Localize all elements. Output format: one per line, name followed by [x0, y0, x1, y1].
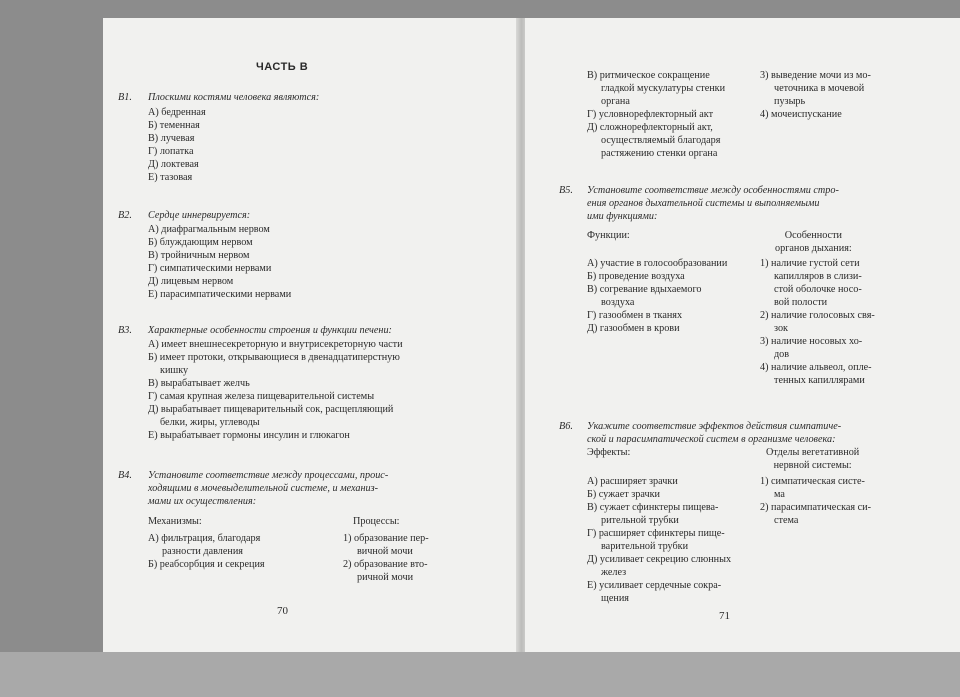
answer-item: 4) наличие альвеол, опле- [760, 362, 872, 373]
answer-item: 2) наличие голосовых свя- [760, 310, 875, 321]
question-number: В5. [559, 185, 573, 196]
answer-item: стой оболочке носо- [774, 284, 862, 295]
scan-background [0, 652, 960, 697]
question-text-line: ения органов дыхательной системы и выполняемыми [587, 198, 820, 209]
answer-item: Г) расширяет сфинктеры пище- [587, 528, 725, 539]
answer-item: рительной трубки [601, 515, 679, 526]
answer-item: В) лучевая [148, 133, 195, 144]
answer-item: 2) образование вто- [343, 559, 428, 570]
question-number: В1. [118, 92, 132, 103]
question-text-line: ской и парасимпатической систем в организме человека: [587, 434, 836, 445]
answer-item: Г) самая крупная железа пищеварительной системы [148, 391, 375, 402]
answer-item: воздуха [601, 297, 635, 308]
question-text-line: Укажите соответствие эффектов действия симпатиче- [587, 421, 842, 432]
answer-item: осуществляемый благодаря [601, 135, 721, 146]
answer-item: 1) симпатическая систе- [760, 476, 865, 487]
answer-item: тенных капиллярами [774, 375, 865, 386]
answer-item: ричной мочи [357, 572, 414, 583]
answer-item: четочника в мочевой [774, 83, 865, 94]
answer-item: растяжению стенки органа [601, 148, 718, 159]
question-text [148, 469, 388, 508]
answer-item: стема [774, 515, 799, 526]
answer-item: 3) выведение мочи из мо- [760, 70, 871, 81]
question-text-line: Установите соответствие между процессами, проис- [148, 470, 389, 481]
answer-item: Д) усиливает секрецию слюнных [587, 554, 732, 565]
answer-item: Е) тазовая [148, 172, 193, 183]
answer-item: 3) наличие носовых хо- [760, 336, 863, 347]
answer-item: В) ритмическое сокращение [587, 70, 710, 81]
answer-item: пузырь [774, 96, 806, 107]
matching-right-list [343, 532, 429, 584]
answer-item: Д) вырабатывает пищеварительный сок, расщепляющий [148, 404, 394, 415]
matching-right-list [760, 475, 871, 527]
answer-item: А) бедренная [148, 107, 206, 118]
answer-list [148, 223, 291, 301]
question-text-line: ими функциями: [587, 211, 658, 222]
answer-list [148, 106, 206, 184]
question-number: В6. [559, 421, 573, 432]
answer-item: кишку [160, 365, 189, 376]
matching-right-list [760, 257, 875, 387]
left-page [103, 18, 519, 652]
answer-item: А) фильтрация, благодаря [148, 533, 261, 544]
answer-item: зок [774, 323, 789, 334]
answer-item: 4) мочеиспускание [760, 109, 842, 120]
answer-item: капилляров в слизи- [774, 271, 862, 282]
question-text-line: ходящими в мочевыделительной системе, и механиз- [148, 483, 379, 494]
section-title: ЧАСТЬ В [256, 61, 309, 73]
column-header: Процессы: [353, 516, 400, 527]
answer-item: дов [774, 349, 790, 360]
answer-item: 2) парасимпатическая си- [760, 502, 871, 513]
answer-item: Г) лопатка [148, 146, 194, 157]
column-header: Механизмы: [148, 516, 202, 527]
question-number: В3. [118, 325, 132, 336]
answer-item: Б) имеет протоки, открывающиеся в двенадцатиперстную [148, 352, 400, 363]
column-header-line: органов дыхания: [775, 243, 852, 254]
column-header: Эффекты: [587, 447, 631, 458]
answer-item: варительной трубки [601, 541, 689, 552]
answer-item: Д) локтевая [148, 159, 199, 170]
answer-item: органа [601, 96, 630, 107]
answer-item: вичной мочи [357, 546, 413, 557]
question-text [587, 420, 841, 446]
answer-item: В) сужает сфинктеры пищева- [587, 502, 719, 513]
answer-item: А) участие в голосообразовании [587, 258, 728, 269]
answer-item: щения [601, 593, 629, 604]
answer-item: вой полости [774, 297, 828, 308]
column-header: Функции: [587, 230, 630, 241]
answer-item: Б) сужает зрачки [587, 489, 660, 500]
answer-item: В) согревание вдыхаемого [587, 284, 702, 295]
answer-item: Д) сложнорефлекторный акт, [587, 122, 713, 133]
answer-item: Б) проведение воздуха [587, 271, 685, 282]
page-number: 70 [277, 605, 288, 617]
question-text: Плоскими костями человека являются: [148, 92, 320, 103]
question-text-line: Установите соответствие между особенностями стро- [587, 185, 839, 196]
answer-item: Б) блуждающим нервом [148, 237, 253, 248]
column-header [775, 229, 852, 255]
column-header-line: Отделы вегетативной [766, 447, 860, 458]
answer-list [148, 338, 403, 442]
answer-item: белки, жиры, углеводы [160, 417, 260, 428]
answer-item: В) тройничным нервом [148, 250, 250, 261]
answer-item: Г) симпатическими нервами [148, 263, 272, 274]
column-header [766, 446, 859, 472]
question-text-line: мами их осуществления: [148, 496, 257, 507]
page-number: 71 [719, 610, 730, 622]
answer-item: А) расширяет зрачки [587, 476, 678, 487]
question-text: Сердце иннервируется: [148, 210, 251, 221]
matching-left-list [587, 69, 725, 160]
question-text [587, 184, 839, 223]
question-number: В2. [118, 210, 132, 221]
answer-item: 1) образование пер- [343, 533, 429, 544]
answer-item: В) вырабатывает желчь [148, 378, 250, 389]
column-header-line: Особенности [784, 230, 842, 241]
answer-item: разности давления [162, 546, 243, 557]
answer-item: Г) условнорефлекторный акт [587, 109, 714, 120]
answer-item: Е) вырабатывает гормоны инсулин и глюкагон [148, 430, 350, 441]
right-page [525, 18, 960, 652]
matching-left-list [148, 532, 265, 571]
answer-item: ма [774, 489, 785, 500]
answer-item: 1) наличие густой сети [760, 258, 860, 269]
answer-item: желез [601, 567, 627, 578]
answer-item: Д) газообмен в крови [587, 323, 680, 334]
answer-item: Е) усиливает сердечные сокра- [587, 580, 722, 591]
answer-item: Б) теменная [148, 120, 200, 131]
answer-item: Г) газообмен в тканях [587, 310, 683, 321]
matching-left-list [587, 475, 731, 605]
question-number: В4. [118, 470, 132, 481]
answer-item: Е) парасимпатическими нервами [148, 289, 292, 300]
matching-right-list [760, 69, 871, 121]
answer-item: гладкой мускулатуры стенки [601, 83, 726, 94]
matching-left-list [587, 257, 727, 335]
answer-item: Д) лицевым нервом [148, 276, 234, 287]
answer-item: А) имеет внешнесекреторную и внутрисекреторную части [148, 339, 403, 350]
column-header-line: нервной системы: [773, 460, 852, 471]
answer-item: Б) реабсорбция и секреция [148, 559, 265, 570]
answer-item: А) диафрагмальным нервом [148, 224, 270, 235]
question-text: Характерные особенности строения и функции печени: [148, 325, 392, 336]
